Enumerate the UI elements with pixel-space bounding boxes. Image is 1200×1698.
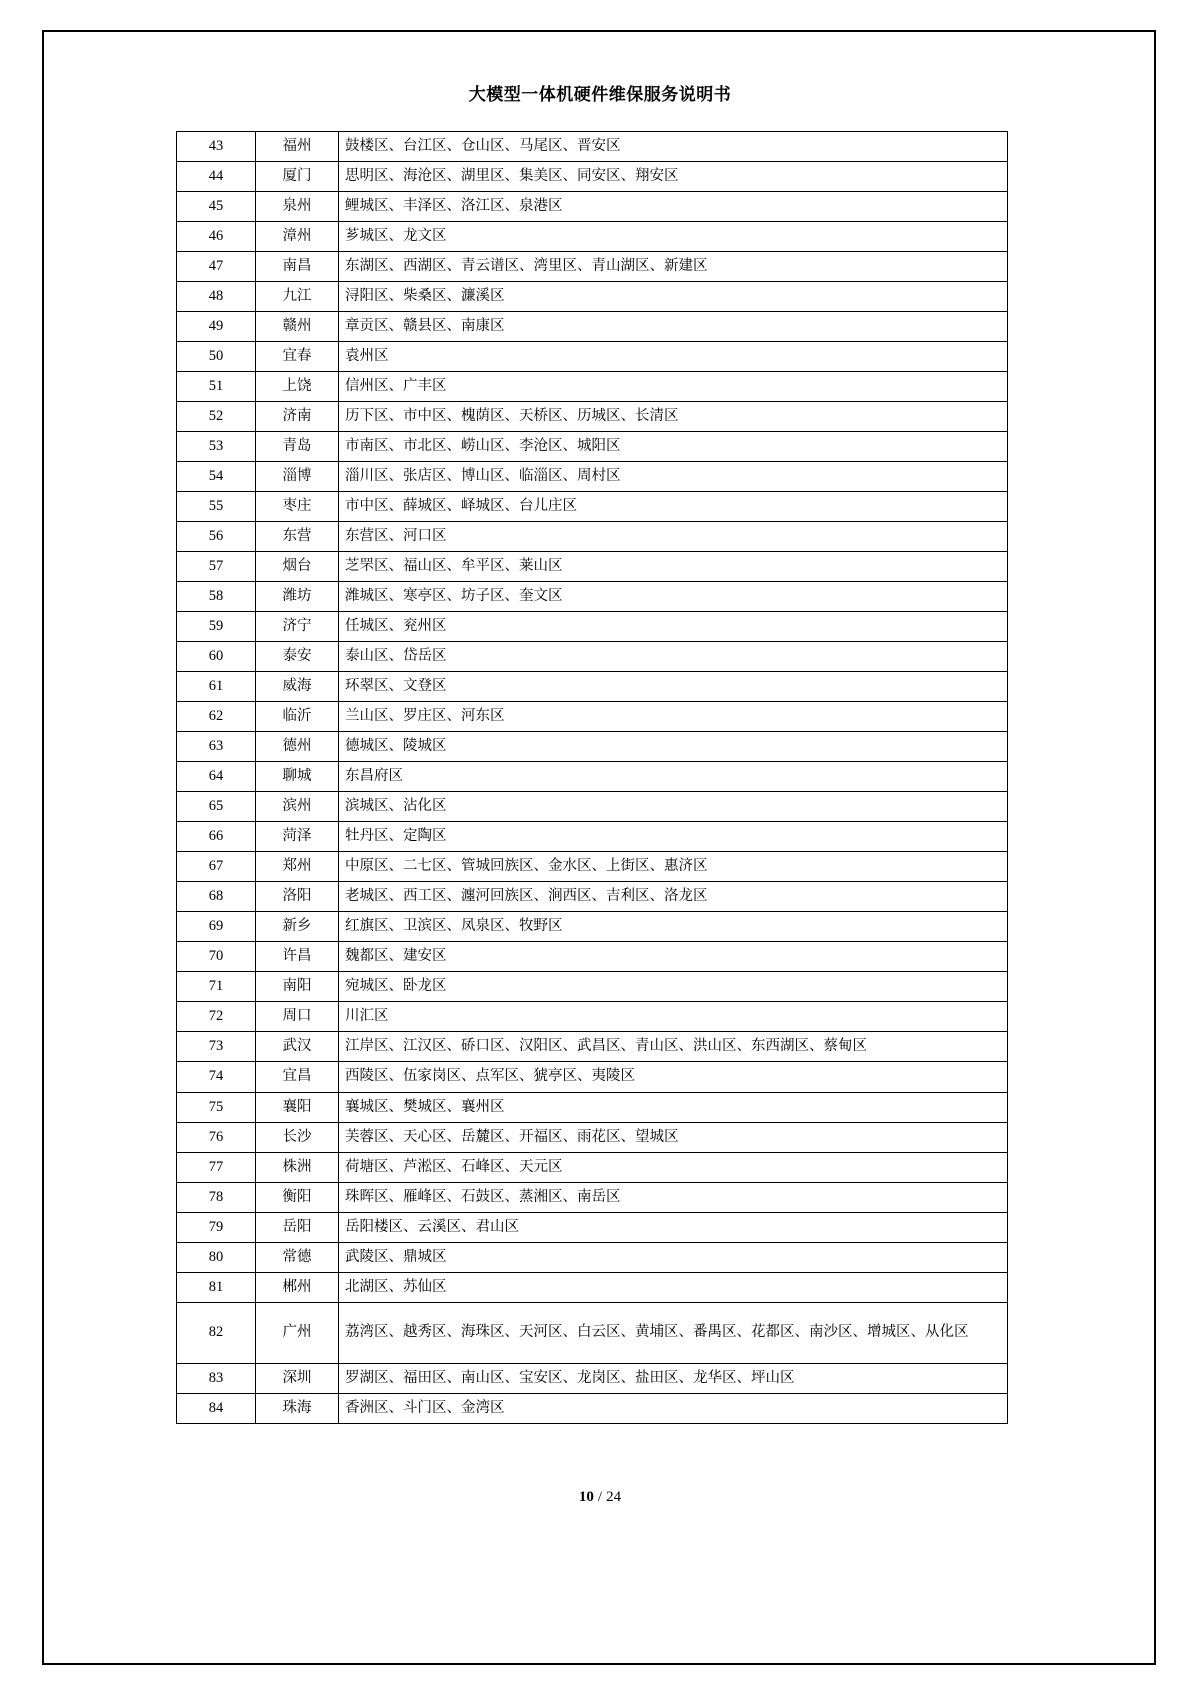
row-city: 株洲 <box>256 1152 339 1182</box>
row-number: 56 <box>177 522 256 552</box>
table-row <box>177 552 1008 582</box>
row-number: 49 <box>177 312 256 342</box>
row-city: 岳阳 <box>256 1212 339 1242</box>
row-city: 南昌 <box>256 252 339 282</box>
row-districts: 江岸区、江汉区、硚口区、汉阳区、武昌区、青山区、洪山区、东西湖区、蔡甸区 <box>339 1032 1008 1062</box>
table-row <box>177 1242 1008 1272</box>
row-city: 衡阳 <box>256 1182 339 1212</box>
row-city: 常德 <box>256 1242 339 1272</box>
table-row <box>177 942 1008 972</box>
table-row <box>177 732 1008 762</box>
row-districts: 中原区、二七区、管城回族区、金水区、上街区、惠济区 <box>339 852 1008 882</box>
row-number: 65 <box>177 792 256 822</box>
row-city: 聊城 <box>256 762 339 792</box>
row-number: 53 <box>177 432 256 462</box>
row-districts: 德城区、陵城区 <box>339 732 1008 762</box>
row-districts: 泰山区、岱岳区 <box>339 642 1008 672</box>
row-city: 潍坊 <box>256 582 339 612</box>
row-number: 71 <box>177 972 256 1002</box>
row-districts: 荔湾区、越秀区、海珠区、天河区、白云区、黄埔区、番禺区、花都区、南沙区、增城区、从化区 <box>339 1302 1008 1363</box>
table-row <box>177 1092 1008 1122</box>
row-districts: 浔阳区、柴桑区、濂溪区 <box>339 282 1008 312</box>
row-districts: 芗城区、龙文区 <box>339 222 1008 252</box>
city-district-table <box>176 131 1008 1424</box>
row-number: 50 <box>177 342 256 372</box>
table-row <box>177 312 1008 342</box>
row-districts: 鲤城区、丰泽区、洛江区、泉港区 <box>339 192 1008 222</box>
row-districts: 章贡区、赣县区、南康区 <box>339 312 1008 342</box>
row-city: 菏泽 <box>256 822 339 852</box>
row-number: 62 <box>177 702 256 732</box>
row-number: 76 <box>177 1122 256 1152</box>
row-city: 武汉 <box>256 1032 339 1062</box>
table-row <box>177 702 1008 732</box>
page-header-title: 大模型一体机硬件维保服务说明书 <box>468 85 732 104</box>
row-districts: 芝罘区、福山区、牟平区、莱山区 <box>339 552 1008 582</box>
table-row <box>177 1002 1008 1032</box>
table-row <box>177 852 1008 882</box>
row-districts: 兰山区、罗庄区、河东区 <box>339 702 1008 732</box>
row-number: 64 <box>177 762 256 792</box>
row-city: 威海 <box>256 672 339 702</box>
row-number: 44 <box>177 162 256 192</box>
row-districts: 袁州区 <box>339 342 1008 372</box>
row-city: 珠海 <box>256 1393 339 1423</box>
row-number: 81 <box>177 1272 256 1302</box>
row-districts: 川汇区 <box>339 1002 1008 1032</box>
table-row <box>177 1393 1008 1423</box>
row-districts: 东湖区、西湖区、青云谱区、湾里区、青山湖区、新建区 <box>339 252 1008 282</box>
table-row <box>177 882 1008 912</box>
row-city: 长沙 <box>256 1122 339 1152</box>
row-number: 51 <box>177 372 256 402</box>
row-city: 东营 <box>256 522 339 552</box>
row-districts: 罗湖区、福田区、南山区、宝安区、龙岗区、盐田区、龙华区、坪山区 <box>339 1363 1008 1393</box>
table-row <box>177 1363 1008 1393</box>
table-row <box>177 912 1008 942</box>
page-footer <box>0 1489 1200 1506</box>
row-city: 广州 <box>256 1302 339 1363</box>
row-number: 54 <box>177 462 256 492</box>
row-number: 59 <box>177 612 256 642</box>
table-row <box>177 402 1008 432</box>
row-number: 72 <box>177 1002 256 1032</box>
table-row <box>177 462 1008 492</box>
row-city: 襄阳 <box>256 1092 339 1122</box>
table-row <box>177 672 1008 702</box>
row-districts: 市中区、薛城区、峄城区、台儿庄区 <box>339 492 1008 522</box>
row-number: 63 <box>177 732 256 762</box>
table-row <box>177 162 1008 192</box>
row-number: 58 <box>177 582 256 612</box>
row-districts: 潍城区、寒亭区、坊子区、奎文区 <box>339 582 1008 612</box>
table-row <box>177 582 1008 612</box>
row-number: 61 <box>177 672 256 702</box>
table-row <box>177 522 1008 552</box>
footer-current-page: 10 <box>578 1489 594 1505</box>
row-number: 66 <box>177 822 256 852</box>
table-row <box>177 132 1008 162</box>
table-row <box>177 372 1008 402</box>
row-city: 上饶 <box>256 372 339 402</box>
row-number: 80 <box>177 1242 256 1272</box>
row-number: 55 <box>177 492 256 522</box>
row-city: 青岛 <box>256 432 339 462</box>
row-districts: 信州区、广丰区 <box>339 372 1008 402</box>
row-districts: 历下区、市中区、槐荫区、天桥区、历城区、长清区 <box>339 402 1008 432</box>
row-city: 淄博 <box>256 462 339 492</box>
table-row <box>177 342 1008 372</box>
row-districts: 宛城区、卧龙区 <box>339 972 1008 1002</box>
row-districts: 淄川区、张店区、博山区、临淄区、周村区 <box>339 462 1008 492</box>
row-number: 69 <box>177 912 256 942</box>
row-city: 南阳 <box>256 972 339 1002</box>
row-number: 45 <box>177 192 256 222</box>
row-districts: 岳阳楼区、云溪区、君山区 <box>339 1212 1008 1242</box>
row-city: 济南 <box>256 402 339 432</box>
row-districts: 武陵区、鼎城区 <box>339 1242 1008 1272</box>
row-number: 77 <box>177 1152 256 1182</box>
table-row <box>177 1212 1008 1242</box>
row-city: 枣庄 <box>256 492 339 522</box>
row-city: 临沂 <box>256 702 339 732</box>
row-city: 泉州 <box>256 192 339 222</box>
footer-separator: / <box>597 1489 603 1505</box>
table-row <box>177 492 1008 522</box>
row-districts: 红旗区、卫滨区、凤泉区、牧野区 <box>339 912 1008 942</box>
row-districts: 香洲区、斗门区、金湾区 <box>339 1393 1008 1423</box>
row-city: 福州 <box>256 132 339 162</box>
row-districts: 魏都区、建安区 <box>339 942 1008 972</box>
row-districts: 任城区、兖州区 <box>339 612 1008 642</box>
row-city: 济宁 <box>256 612 339 642</box>
row-districts: 市南区、市北区、崂山区、李沧区、城阳区 <box>339 432 1008 462</box>
row-number: 82 <box>177 1302 256 1363</box>
row-city: 九江 <box>256 282 339 312</box>
row-districts: 荷塘区、芦淞区、石峰区、天元区 <box>339 1152 1008 1182</box>
row-city: 烟台 <box>256 552 339 582</box>
table-body <box>177 132 1008 1424</box>
row-city: 赣州 <box>256 312 339 342</box>
row-city: 深圳 <box>256 1363 339 1393</box>
row-number: 67 <box>177 852 256 882</box>
table-row <box>177 792 1008 822</box>
row-number: 52 <box>177 402 256 432</box>
row-city: 泰安 <box>256 642 339 672</box>
row-number: 47 <box>177 252 256 282</box>
table-row <box>177 1302 1008 1363</box>
table-row <box>177 1122 1008 1152</box>
table-row <box>177 762 1008 792</box>
row-number: 83 <box>177 1363 256 1393</box>
row-districts: 芙蓉区、天心区、岳麓区、开福区、雨花区、望城区 <box>339 1122 1008 1152</box>
row-number: 74 <box>177 1062 256 1092</box>
table-row <box>177 642 1008 672</box>
row-number: 68 <box>177 882 256 912</box>
table-row <box>177 1182 1008 1212</box>
row-city: 周口 <box>256 1002 339 1032</box>
row-districts: 北湖区、苏仙区 <box>339 1272 1008 1302</box>
table-row <box>177 222 1008 252</box>
row-number: 78 <box>177 1182 256 1212</box>
row-districts: 环翠区、文登区 <box>339 672 1008 702</box>
row-city: 宜昌 <box>256 1062 339 1092</box>
row-number: 48 <box>177 282 256 312</box>
row-districts: 东昌府区 <box>339 762 1008 792</box>
table-row <box>177 252 1008 282</box>
row-number: 60 <box>177 642 256 672</box>
row-districts: 鼓楼区、台江区、仓山区、马尾区、晋安区 <box>339 132 1008 162</box>
row-number: 73 <box>177 1032 256 1062</box>
row-districts: 老城区、西工区、瀍河回族区、涧西区、吉利区、洛龙区 <box>339 882 1008 912</box>
row-number: 79 <box>177 1212 256 1242</box>
row-city: 厦门 <box>256 162 339 192</box>
row-city: 滨州 <box>256 792 339 822</box>
row-city: 郑州 <box>256 852 339 882</box>
row-number: 46 <box>177 222 256 252</box>
table-row <box>177 822 1008 852</box>
row-districts: 滨城区、沾化区 <box>339 792 1008 822</box>
row-city: 漳州 <box>256 222 339 252</box>
row-number: 43 <box>177 132 256 162</box>
table-row <box>177 1152 1008 1182</box>
table-row <box>177 1032 1008 1062</box>
table-row <box>177 1272 1008 1302</box>
table-row <box>177 1062 1008 1092</box>
row-number: 57 <box>177 552 256 582</box>
row-city: 洛阳 <box>256 882 339 912</box>
city-district-table-wrapper <box>176 131 968 1424</box>
footer-total-pages: 24 <box>606 1489 622 1505</box>
row-city: 许昌 <box>256 942 339 972</box>
row-number: 84 <box>177 1393 256 1423</box>
row-city: 德州 <box>256 732 339 762</box>
row-districts: 襄城区、樊城区、襄州区 <box>339 1092 1008 1122</box>
table-row <box>177 192 1008 222</box>
row-number: 75 <box>177 1092 256 1122</box>
table-row <box>177 282 1008 312</box>
table-row <box>177 432 1008 462</box>
row-districts: 东营区、河口区 <box>339 522 1008 552</box>
row-districts: 思明区、海沧区、湖里区、集美区、同安区、翔安区 <box>339 162 1008 192</box>
row-city: 新乡 <box>256 912 339 942</box>
table-row <box>177 972 1008 1002</box>
row-districts: 牡丹区、定陶区 <box>339 822 1008 852</box>
row-city: 郴州 <box>256 1272 339 1302</box>
row-districts: 西陵区、伍家岗区、点军区、猇亭区、夷陵区 <box>339 1062 1008 1092</box>
row-number: 70 <box>177 942 256 972</box>
row-city: 宜春 <box>256 342 339 372</box>
table-row <box>177 612 1008 642</box>
row-districts: 珠晖区、雁峰区、石鼓区、蒸湘区、南岳区 <box>339 1182 1008 1212</box>
